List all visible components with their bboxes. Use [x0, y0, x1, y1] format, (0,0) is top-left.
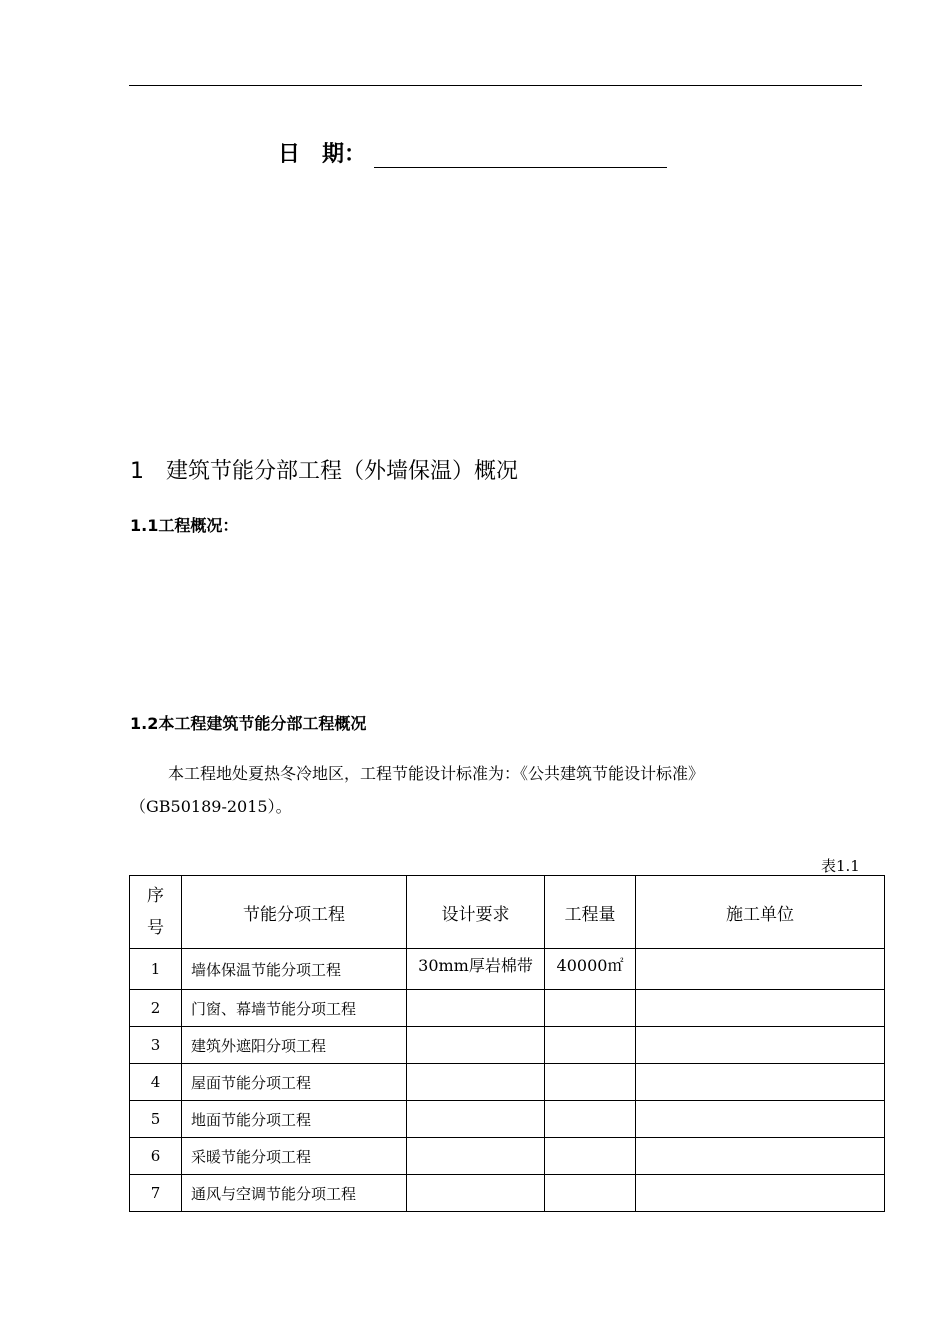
- table-caption: 表1.1: [821, 857, 860, 875]
- table-row: [130, 1175, 885, 1212]
- header-requirement: 设计要求: [407, 876, 545, 949]
- cell-name: 建筑外遮阳分项工程: [182, 1027, 407, 1064]
- cell-quantity: [545, 1101, 636, 1138]
- cell-name: 门窗、幕墙节能分项工程: [182, 990, 407, 1027]
- cell-quantity: [545, 1175, 636, 1212]
- cell-index: 3: [130, 1027, 182, 1064]
- header-quantity: 工程量: [545, 876, 636, 949]
- cell-index: 2: [130, 990, 182, 1027]
- cell-index: 6: [130, 1138, 182, 1175]
- cell-requirement: 30mm厚岩棉带: [407, 949, 545, 990]
- table-row: [130, 990, 885, 1027]
- section-heading: [130, 454, 518, 485]
- header-contractor: 施工单位: [636, 876, 885, 949]
- paragraph-line-1: 本工程地处夏热冬冷地区，工程节能设计标准为：《公共建筑节能设计标准》: [168, 764, 705, 783]
- cell-requirement: [407, 1027, 545, 1064]
- paragraph-line-2: （GB50189-2015）。: [130, 797, 292, 816]
- cell-quantity: [545, 1138, 636, 1175]
- cell-requirement: [407, 1064, 545, 1101]
- cell-requirement: [407, 1101, 545, 1138]
- header-index-line-1: 序: [147, 886, 164, 906]
- energy-table: [129, 875, 885, 1212]
- cell-name: 地面节能分项工程: [182, 1101, 407, 1138]
- cell-requirement: [407, 1175, 545, 1212]
- date-label: 日 期：: [278, 142, 367, 167]
- cell-contractor: [636, 1101, 885, 1138]
- cell-name: 墙体保温节能分项工程: [182, 949, 407, 990]
- header-rule: [129, 85, 862, 86]
- table-row: [130, 1101, 885, 1138]
- subsection-heading-1-2: 1.2本工程建筑节能分部工程概况: [130, 714, 367, 733]
- table-row: [130, 949, 885, 990]
- table-header-row: [130, 876, 885, 949]
- table-row: [130, 1138, 885, 1175]
- date-field: [278, 134, 667, 168]
- table-row: [130, 1027, 885, 1064]
- header-name: 节能分项工程: [182, 876, 407, 949]
- cell-index: 5: [130, 1101, 182, 1138]
- cell-contractor: [636, 949, 885, 990]
- cell-contractor: [636, 1175, 885, 1212]
- header-index-line-2: 号: [147, 918, 164, 938]
- date-blank-line: [374, 139, 667, 168]
- section-title: 建筑节能分部工程（外墙保温）概况: [166, 459, 519, 484]
- cell-index: 4: [130, 1064, 182, 1101]
- cell-quantity: [545, 1027, 636, 1064]
- cell-index: 7: [130, 1175, 182, 1212]
- cell-quantity: [545, 1064, 636, 1101]
- cell-name: 通风与空调节能分项工程: [182, 1175, 407, 1212]
- cell-contractor: [636, 990, 885, 1027]
- table-row: [130, 1064, 885, 1101]
- cell-index: 1: [130, 949, 182, 990]
- header-index: [130, 876, 182, 949]
- cell-name: 采暖节能分项工程: [182, 1138, 407, 1175]
- cell-quantity: [545, 990, 636, 1027]
- section-number: 1: [130, 459, 144, 484]
- cell-contractor: [636, 1138, 885, 1175]
- cell-requirement: [407, 990, 545, 1027]
- cell-name: 屋面节能分项工程: [182, 1064, 407, 1101]
- cell-contractor: [636, 1027, 885, 1064]
- cell-contractor: [636, 1064, 885, 1101]
- cell-quantity: 40000㎡: [545, 949, 636, 990]
- cell-requirement: [407, 1138, 545, 1175]
- subsection-heading-1-1: 1.1工程概况：: [130, 516, 239, 535]
